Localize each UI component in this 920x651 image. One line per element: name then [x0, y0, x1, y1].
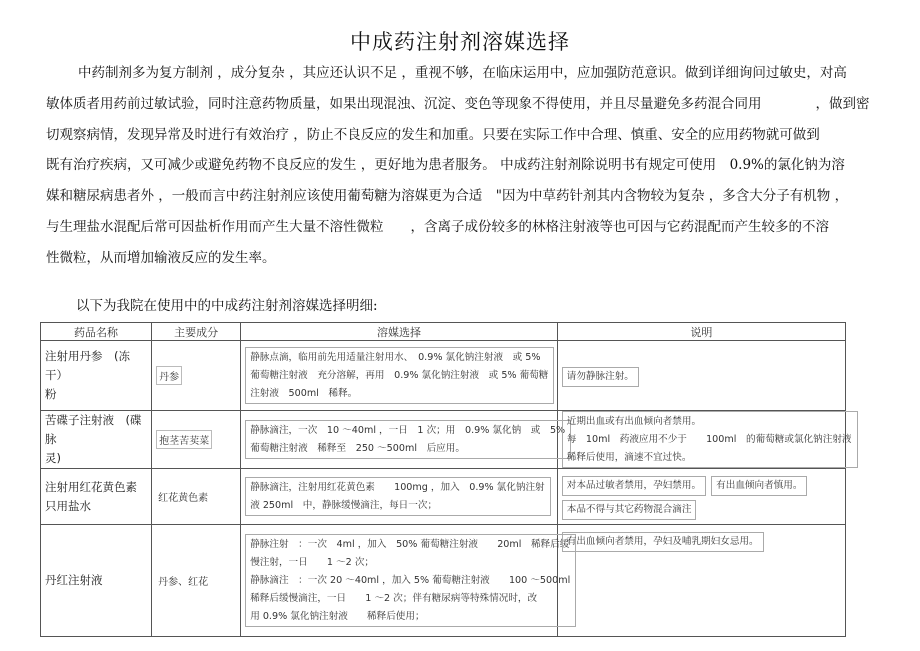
header-drug-name: 药品名称: [41, 323, 152, 341]
notes-cell: [557, 469, 845, 525]
notes-cell: [557, 525, 845, 637]
solvent-text: [245, 534, 576, 627]
solvent-cell: [241, 411, 566, 469]
drug-name-cell: [41, 469, 152, 525]
solvent-line: 稀释后缓慢滴注，一日 1 ～2 次；伴有糖尿病等特殊情况时，改: [250, 593, 538, 604]
ingredient-text: 红花黄色素: [158, 493, 209, 504]
note-line: 每 10ml 药液应用不少于 100ml 的葡萄糖或氯化钠注射液: [566, 434, 852, 445]
paragraph-line: 既有治疗疾病，又可减少或避免药物不良反应的发生 ，更好地为患者服务。 中成药注射剂除说明书有规定可使用 0.9%的氯化钠为溶: [46, 157, 845, 174]
drug-name-line: 粉: [45, 387, 57, 401]
paragraph-line: 切观察病情，发现异常及时进行有效治疗 ，防止不良反应的发生和加重。只要在实际工作中合理、慎重、安全的应用药物就可做到: [46, 126, 820, 143]
solvent-cell: [241, 341, 558, 411]
solvent-text: [245, 420, 571, 459]
document-title: 中成药注射剂溶媒选择: [350, 30, 570, 54]
notes-text: [562, 411, 858, 468]
solvent-line: 葡萄糖注射液 充分溶解，再用 0.9% 氯化钠注射液 或 5% 葡萄糖: [250, 370, 549, 381]
solvent-cell: [241, 469, 558, 525]
paragraph-line: 中药制剂多为复方制剂 ，成分复杂 ，其应还认识不足 ，重视不够，在临床运用中，应加强防范意识。做到详细询问过敏史，对高: [78, 65, 847, 81]
header-solvent: 溶媒选择: [241, 323, 558, 341]
table-row: [41, 341, 846, 411]
notes-cell: [557, 411, 852, 469]
solvent-line: 静脉滴注 ：一次 20 ～40ml ，加入 5% 葡萄糖注射液 100 ～500ml: [250, 575, 571, 586]
drug-name-cell: [41, 525, 152, 637]
ingredient-text: 丹参、红花: [158, 577, 209, 588]
table-row: [41, 411, 846, 469]
ingredient-text: 丹参: [156, 366, 182, 385]
header-notes: 说明: [557, 323, 845, 341]
solvent-cell: [241, 525, 571, 637]
intro-paragraph: [46, 58, 906, 274]
note-line: 请勿静脉注射。: [562, 367, 639, 387]
drug-name-line: 注射用丹参 (冻干）: [45, 349, 130, 382]
note-line: 稀释后使用，滴速不宜过快。: [566, 452, 692, 463]
solvent-text: [245, 477, 550, 516]
table-header-row: [41, 323, 846, 341]
drug-name-line: 灵): [45, 451, 61, 465]
note-line: 近期出血或有出血倾向者禁用。: [566, 416, 702, 427]
table-row: [41, 525, 846, 637]
note-line: 有出血倾向者禁用，孕妇及哺乳期妇女忌用。: [562, 532, 764, 552]
solvent-text: [245, 347, 554, 404]
paragraph-line: 敏体质者用药前过敏试验，同时注意药物质量，如果出现混浊、沉淀、变色等现象不得使用，并且尽量避免多药混合同用 ，做到密: [46, 95, 870, 112]
header-ingredient: 主要成分: [152, 323, 241, 341]
table-intro: 以下为我院在使用中的中成药注射剂溶媒选择明细:: [76, 298, 378, 314]
solvent-line: 液 250ml 中，静脉缓慢滴注，每日一次；: [250, 500, 438, 511]
note-line: 有出血倾向者慎用。: [711, 476, 807, 496]
ingredient-text: 抱茎苦荬菜: [156, 430, 212, 449]
drug-name-line: 丹红注射液: [45, 573, 103, 587]
note-line: 对本品过敏者禁用，孕妇禁用。: [562, 476, 706, 496]
solvent-table: [40, 322, 852, 637]
drug-name-line: 只用盐水: [45, 498, 91, 513]
solvent-line: 注射液 500ml 稀释。: [250, 388, 358, 399]
notes-cell: [557, 341, 845, 411]
solvent-line: 静脉滴注，注射用红花黄色素 100mg ，加入 0.9% 氯化钠注射: [250, 482, 545, 493]
ingredient-cell: [152, 411, 241, 469]
solvent-line: 慢注射，一日 1 ～2 次；: [250, 557, 375, 568]
note-line: 本品不得与其它药物混合滴注: [562, 500, 697, 520]
paragraph-line: 媒和糖尿病患者外 ，一般而言中药注射剂应该使用葡萄糖为溶媒更为合适 "因为中草药针剂其内含物较为复杂 ，多含大分子有机物 ，: [46, 188, 849, 205]
solvent-line: 静脉滴注，一次 10 ～40ml ，一日 1 次；用 0.9% 氯化钠 或 5%: [250, 425, 566, 436]
drug-name-line: 注射用红花黄色素: [45, 479, 137, 494]
solvent-line: 葡萄糖注射液 稀释至 250 ～500ml 后应用。: [250, 443, 465, 454]
paragraph-line: 与生理盐水混配后常可因盐析作用而产生大量不溶性微粒 ，含离子成份较多的林格注射液等也可因与它药混配而产生较多的不溶: [46, 218, 829, 235]
ingredient-cell: [152, 469, 241, 525]
solvent-line: 用 0.9% 氯化钠注射液 稀释后使用；: [250, 611, 425, 622]
drug-name-cell: [41, 341, 152, 411]
solvent-line: 静脉点滴，临用前先用适量注射用水、 0.9% 氯化钠注射液 或 5%: [250, 352, 541, 363]
table-row: [41, 469, 846, 525]
ingredient-cell: [152, 525, 241, 637]
ingredient-cell: [152, 341, 241, 411]
solvent-line: 静脉注射 ：一次 4ml ，加入 50% 葡萄糖注射液 20ml 稀释后缓: [250, 539, 570, 550]
drug-name-line: 苦碟子注射液 (碟脉: [45, 413, 142, 446]
paragraph-line: 性微粒，从而增加输液反应的发生率。: [46, 249, 276, 266]
drug-name-cell: [41, 411, 152, 469]
